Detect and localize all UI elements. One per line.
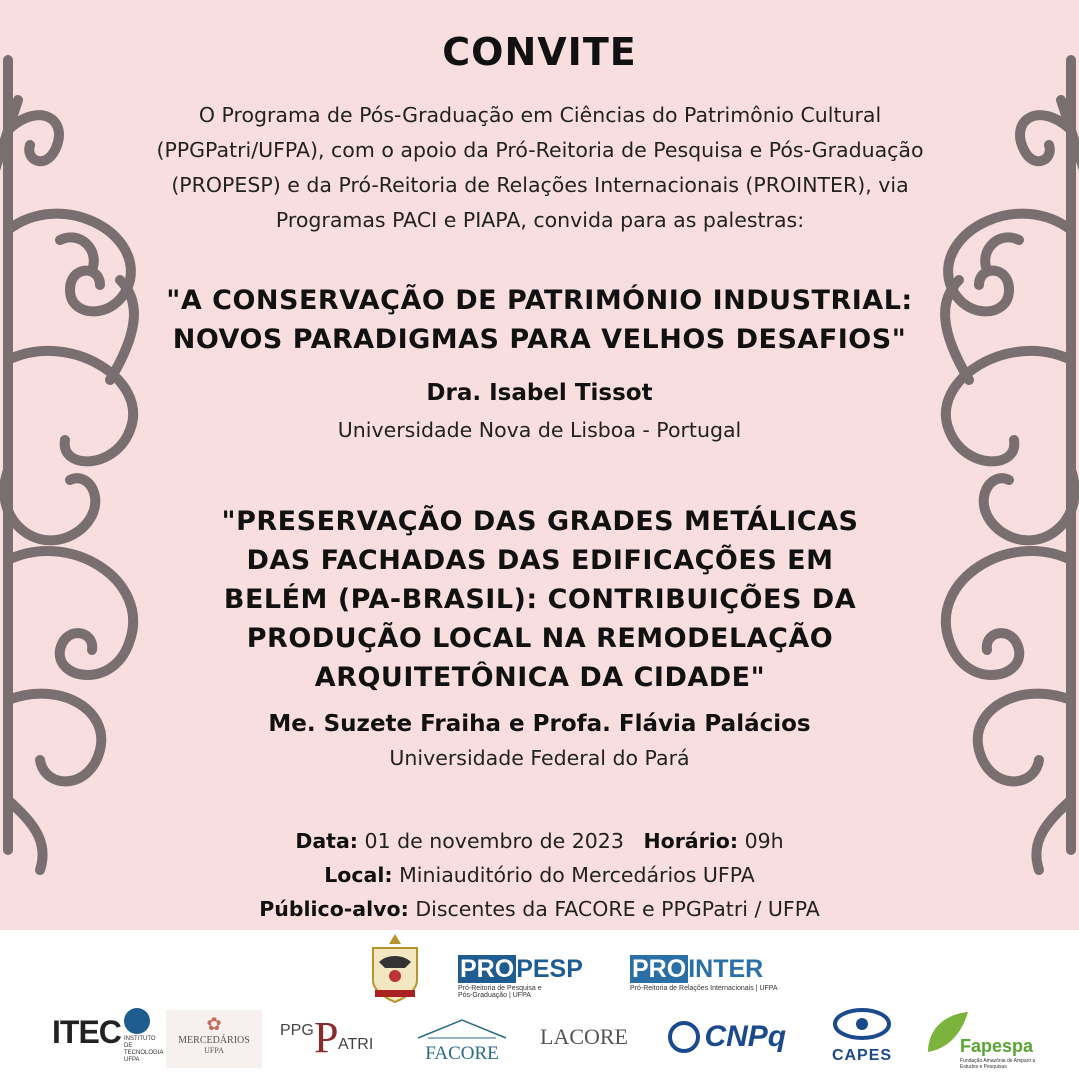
capes-emblem-icon	[832, 1006, 892, 1042]
date-label: Data:	[295, 829, 358, 853]
propesp-logo-a: PRO	[460, 955, 515, 983]
talk2-title: "PRESERVAÇÃO DAS GRADES METÁLICAS DAS FACHADAS DAS EDIFICAÇÕES EM BELÉM (PA-BRASIL): CONTRIBUIÇÕES DA PRODUÇÃO LOCAL NA REMODELAÇÃO ARQUITETÔNICA DA CIDADE"	[221, 506, 859, 693]
prointer-logo-a: PRO	[632, 955, 687, 983]
facore-logo	[412, 1016, 512, 1065]
invitation-title: CONVITE	[442, 30, 637, 74]
lacore-logo	[540, 1024, 628, 1050]
patri-p-glyph: P	[314, 1013, 339, 1062]
prointer-subtitle: Pró-Reitoria de Relações Internacionais | UFPA	[630, 985, 778, 992]
ppgpatri-logo	[280, 1013, 374, 1062]
sponsor-logos	[0, 930, 1079, 1074]
fapespa-logo	[922, 1008, 1036, 1070]
place-value: Miniauditório do Mercedários UFPA	[399, 863, 755, 887]
talk2-affiliation: Universidade Federal do Pará	[389, 746, 690, 770]
intro-paragraph: O Programa de Pós-Graduação em Ciências do Patrimônio Cultural (PPGPatri/UFPA), com o apoio da Pró-Reitoria de Pesquisa e Pós-Graduação (PROPESP) e da Pró-Reitoria de Relações Internacionais (PROINTER), via Programas PACI e PIAPA, convida para as palestras:	[156, 103, 924, 232]
time-label: Horário:	[643, 829, 739, 853]
patri-text: ATRI	[338, 1036, 374, 1053]
capes-text: CAPES	[831, 1047, 893, 1064]
propesp-subtitle: Pró-Reitoria de Pesquisa e Pós-Graduação | UFPA	[458, 985, 542, 999]
itec-subtitle: INSTITUTO DE TECNOLOGIA UFPA	[124, 1036, 164, 1063]
date-value: 01 de novembro de 2023	[364, 829, 624, 853]
talk1-speaker: Dra. Isabel Tissot	[426, 380, 653, 406]
audience-line	[0, 892, 1079, 926]
itec-globe-icon	[124, 1008, 150, 1034]
talk1-affiliation: Universidade Nova de Lisboa - Portugal	[337, 418, 742, 442]
mercedarios-subtitle: UFPA	[204, 1046, 224, 1055]
propesp-logo-b: PESP	[516, 955, 583, 983]
ppg-text: PPG	[280, 1022, 314, 1039]
talk1-title	[0, 281, 1079, 359]
talk1-title-line1: "A CONSERVAÇÃO DE PATRIMÓNIO INDUSTRIAL:	[166, 285, 913, 316]
propesp-logo	[458, 956, 583, 999]
ufpa-crest-logo	[365, 932, 425, 1006]
prointer-logo	[630, 956, 778, 992]
place-line	[0, 858, 1079, 892]
event-details	[0, 824, 1079, 926]
cnpq-logo	[668, 1020, 786, 1054]
itec-logo	[52, 1014, 164, 1063]
mercedarios-text: MERCEDÁRIOS	[178, 1035, 250, 1046]
audience-label: Público-alvo:	[259, 897, 409, 921]
audience-value: Discentes da FACORE e PPGPatri / UFPA	[415, 897, 820, 921]
talk2-speakers: Me. Suzete Fraiha e Profa. Flávia Palácios	[268, 711, 811, 737]
lotus-icon: ✿	[206, 1014, 222, 1034]
cnpq-emblem-icon	[668, 1021, 700, 1053]
fapespa-text: Fapespa	[960, 1036, 1034, 1056]
talk1-title-line2: NOVOS PARADIGMAS PARA VELHOS DESAFIOS"	[172, 324, 907, 355]
itec-text: ITEC	[52, 1014, 121, 1050]
place-label: Local:	[324, 863, 393, 887]
capes-logo	[826, 1006, 898, 1065]
mercedarios-logo	[166, 1010, 262, 1068]
cnpq-text: CNPq	[704, 1020, 787, 1053]
facore-pediment-icon	[414, 1016, 510, 1040]
facore-text: FACORE	[425, 1043, 499, 1064]
lacore-text: LACORE	[540, 1024, 628, 1049]
date-time-line	[0, 824, 1079, 858]
fapespa-subtitle: Fundação Amazônia de Amparo a Estudos e Pesquisas	[960, 1058, 1036, 1070]
time-value: 09h	[744, 829, 784, 853]
prointer-logo-b: INTER	[688, 955, 764, 983]
